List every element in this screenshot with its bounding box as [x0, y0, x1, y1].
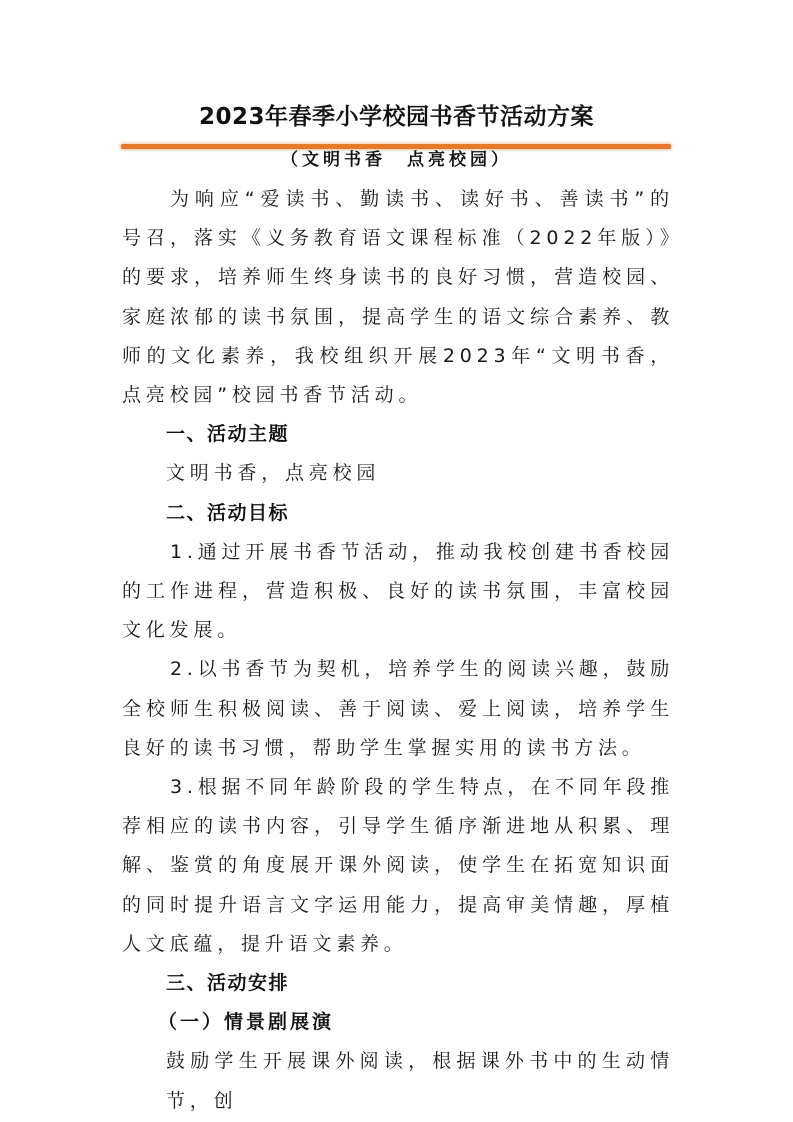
intro-paragraph: 为响应“爱读书、勤读书、读好书、善读书”的号召，落实《义务教育语文课程标准（2022年版）》的要求，培养师生终身读书的良好习惯，营造校园、家庭浓郁的读书氛围，提高学生的语文综合素养、教师的文化素养，我校组织开展2023年“文明书香，点亮校园”校园书香节活动。: [122, 188, 674, 407]
theme-content: 文明书香，点亮校园: [166, 462, 381, 485]
section-heading-goals: 二、活动目标: [166, 501, 290, 524]
goal-item-2: 2.以书香节为契机，培养学生的阅读兴趣，鼓励全校师生积极阅读、善于阅读、爱上阅读，培养学生良好的读书习惯，帮助学生掌握实用的读书方法。: [122, 658, 674, 759]
subsection-heading-drama: （一）情景剧展演: [158, 1011, 335, 1034]
drama-content: 鼓励学生开展课外阅读，根据课外书中的生动情节，创: [166, 1050, 674, 1112]
document-body: [122, 180, 674, 1121]
section-heading-theme: 一、活动主题: [166, 423, 290, 446]
document-subtitle: （文明书香 点亮校园）: [281, 150, 512, 170]
document-title: 2023年春季小学校园书香节活动方案: [198, 104, 594, 130]
goal-item-3: 3.根据不同年龄阶段的学生特点，在不同年段推荐相应的读书内容，引导学生循序渐进地从积累、理解、鉴赏的角度展开课外阅读，使学生在拓宽知识面的同时提升语言文字运用能力，提高审美情趣，厚植人文底蕴，提升语文素养。: [122, 776, 674, 955]
section-heading-arrangement: 三、活动安排: [166, 972, 290, 995]
goal-item-1: 1.通过开展书香节活动，推动我校创建书香校园的工作进程，营造积极、良好的读书氛围，丰富校园文化发展。: [122, 540, 674, 642]
